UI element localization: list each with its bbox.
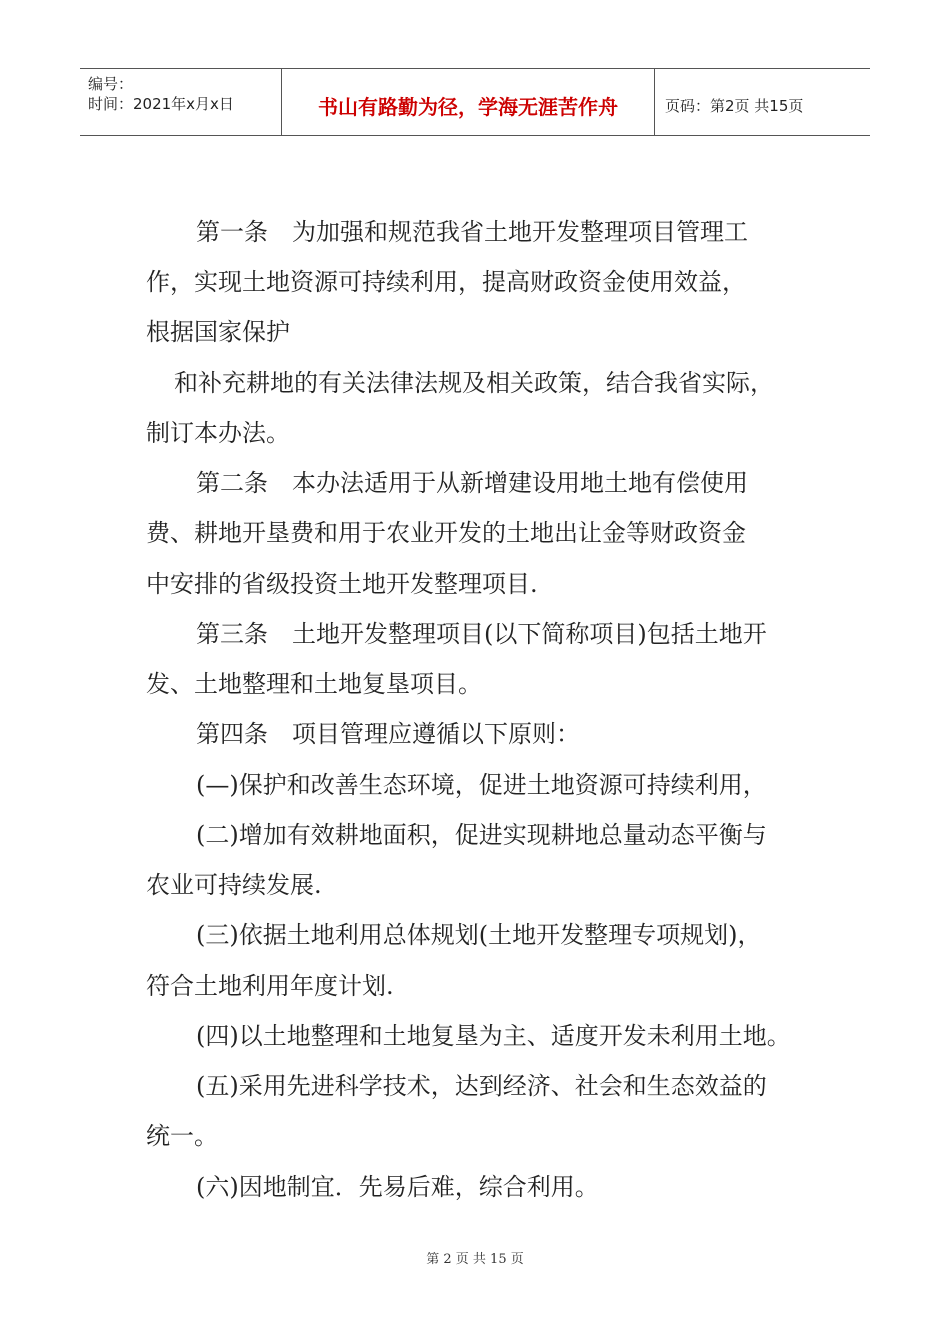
body-line: 中安排的省级投资土地开发整理项目. [146,570,538,598]
body-line: 符合土地利用年度计划. [146,972,394,1000]
body-line: 农业可持续发展. [146,871,322,899]
body-line: (—)保护和改善生态环境，促进土地资源可持续利用， [196,771,767,799]
body-line: 第一条 为加强和规范我省土地开发整理项目管理工 [196,218,748,246]
body-line: 制订本办法。 [146,419,290,447]
body-line: (五)采用先进科学技术，达到经济、社会和生态效益的 [196,1072,767,1100]
body-line: 统一。 [146,1122,218,1150]
document-number-label: 编号： [88,75,134,93]
body-line: 根据国家保护 [146,318,290,346]
body-line: (四)以土地整理和土地复垦为主、适度开发未利用土地。 [196,1022,791,1050]
header-page-cell [655,69,870,135]
header-motto: 书山有路勤为径，学海无涯苦作舟 [318,95,618,119]
document-date: 时间：2021年x月x日 [88,95,234,113]
body-line: (六)因地制宜．先易后难，综合利用。 [196,1173,599,1201]
header-motto-cell [282,69,655,135]
header-page-number: 页码：第2页 共15页 [665,97,804,115]
page-header [80,68,870,136]
body-line: 费、耕地开垦费和用于农业开发的土地出让金等财政资金 [146,519,746,547]
body-line: 发、土地整理和土地复垦项目。 [146,670,482,698]
body-line: 第三条 土地开发整理项目(以下简称项目)包括土地开 [196,620,767,648]
body-line: 作，实现土地资源可持续利用，提高财政资金使用效益， [146,268,746,296]
page-footer: 第 2 页 共 15 页 [426,1252,524,1267]
body-line: 第二条 本办法适用于从新增建设用地土地有偿使用 [196,469,748,497]
body-line: 第四条 项目管理应遵循以下原则： [196,720,580,748]
body-line: 和补充耕地的有关法律法规及相关政策，结合我省实际， [174,369,774,397]
body-line: (三)依据土地利用总体规划(土地开发整理专项规划)， [196,921,762,949]
body-line: (二)增加有效耕地面积，促进实现耕地总量动态平衡与 [196,821,767,849]
header-meta [80,69,282,135]
